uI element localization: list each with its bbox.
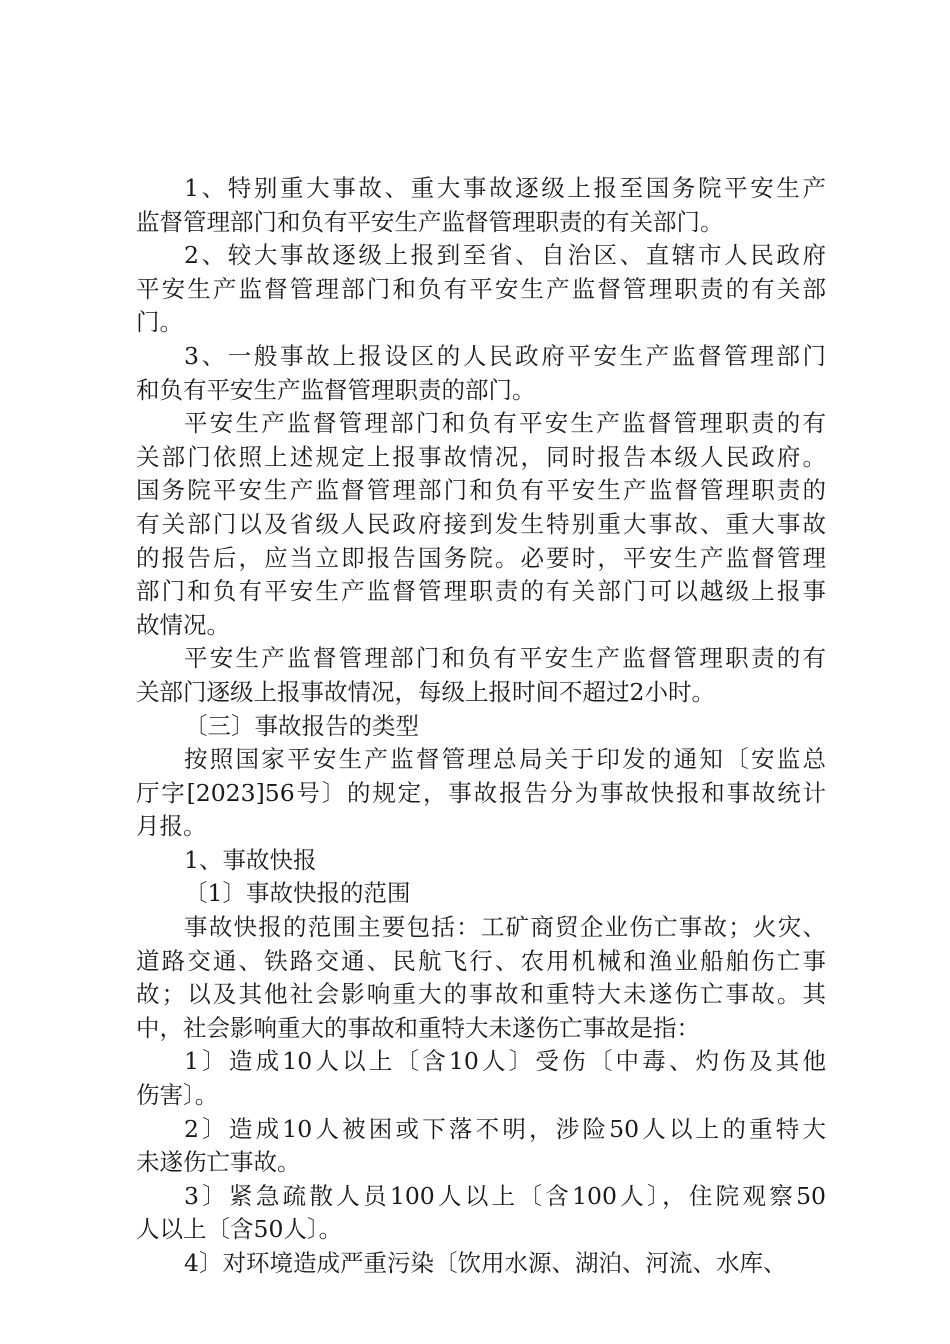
text-line: 按照国家平安生产监督管理总局关于印发的通知〔安监总 bbox=[184, 745, 826, 774]
text-line: 伤害〕。 bbox=[136, 1081, 219, 1110]
paragraph bbox=[136, 407, 826, 642]
text-line: 关部门逐级上报事故情况，每级上报时间不超过2小时。 bbox=[136, 677, 715, 706]
text-line: 〔三〕事故报告的类型 bbox=[184, 711, 419, 740]
text-line: 未遂伤亡事故。 bbox=[136, 1148, 301, 1177]
text-line: 2〕造成10人被困或下落不明，涉险50人以上的重特大 bbox=[184, 1114, 826, 1143]
text-line: 〔1〕事故快报的范围 bbox=[184, 879, 411, 908]
text-line: 平安生产监督管理部门和负有平安生产监督管理职责的有关部 bbox=[136, 274, 826, 303]
text-line: 平安生产监督管理部门和负有平安生产监督管理职责的有 bbox=[184, 409, 826, 438]
text-line: 的报告后，应当立即报告国务院。必要时，平安生产监督管理 bbox=[136, 543, 826, 572]
paragraph bbox=[136, 1045, 826, 1112]
text-line: 月报。 bbox=[136, 812, 207, 841]
text-line: 监督管理部门和负有平安生产监督管理职责的有关部门。 bbox=[136, 207, 724, 236]
text-line: 道路交通、铁路交通、民航飞行、农用机械和渔业船舶伤亡事 bbox=[136, 946, 826, 975]
paragraph bbox=[136, 743, 826, 844]
text-line: 人以上〔含50人〕。 bbox=[136, 1215, 343, 1244]
text-line: 3、一般事故上报设区的人民政府平安生产监督管理部门 bbox=[184, 341, 826, 370]
text-line: 1、事故快报 bbox=[184, 845, 317, 874]
text-line: 事故快报的范围主要包括：工矿商贸企业伤亡事故；火灾、 bbox=[184, 913, 826, 942]
text-line: 部门和负有平安生产监督管理职责的有关部门可以越级上报事 bbox=[136, 577, 826, 606]
text-line: 故情况。 bbox=[136, 610, 230, 639]
paragraph bbox=[136, 877, 826, 911]
text-line: 平安生产监督管理部门和负有平安生产监督管理职责的有 bbox=[184, 644, 826, 673]
text-line: 故；以及其他社会影响重大的事故和重特大未遂伤亡事故。其 bbox=[136, 980, 826, 1009]
paragraph bbox=[136, 172, 826, 239]
paragraph bbox=[136, 340, 826, 407]
text-line: 和负有平安生产监督管理职责的部门。 bbox=[136, 375, 536, 404]
text-line: 门。 bbox=[136, 308, 183, 337]
paragraph bbox=[136, 911, 826, 1045]
paragraph bbox=[136, 1180, 826, 1247]
text-line: 3〕紧急疏散人员100人以上〔含100人〕，住院观察50 bbox=[184, 1181, 826, 1210]
text-line: 中，社会影响重大的事故和重特大未遂伤亡事故是指： bbox=[136, 1013, 700, 1042]
text-line: 1〕造成10人以上〔含10人〕受伤〔中毒、灼伤及其他 bbox=[184, 1047, 826, 1076]
text-line: 关部门依照上述规定上报事故情况，同时报告本级人民政府。 bbox=[136, 442, 826, 471]
text-line: 有关部门以及省级人民政府接到发生特别重大事故、重大事故 bbox=[136, 509, 826, 538]
paragraph bbox=[136, 1247, 826, 1281]
text-line: 厅字[2023]56号〕的规定，事故报告分为事故快报和事故统计 bbox=[136, 778, 826, 807]
text-line: 1、特别重大事故、重大事故逐级上报至国务院平安生产 bbox=[184, 174, 826, 202]
text-line: 4〕对环境造成严重污染〔饮用水源、湖泊、河流、水库、 bbox=[184, 1249, 787, 1277]
paragraph bbox=[136, 642, 826, 709]
paragraph bbox=[136, 844, 826, 878]
text-line: 2、较大事故逐级上报到至省、自治区、直辖市人民政府 bbox=[184, 241, 826, 270]
paragraph bbox=[136, 1113, 826, 1180]
document-body bbox=[136, 172, 826, 1281]
paragraph bbox=[136, 239, 826, 340]
paragraph bbox=[136, 710, 826, 744]
text-line: 国务院平安生产监督管理部门和负有平安生产监督管理职责的 bbox=[136, 476, 826, 505]
